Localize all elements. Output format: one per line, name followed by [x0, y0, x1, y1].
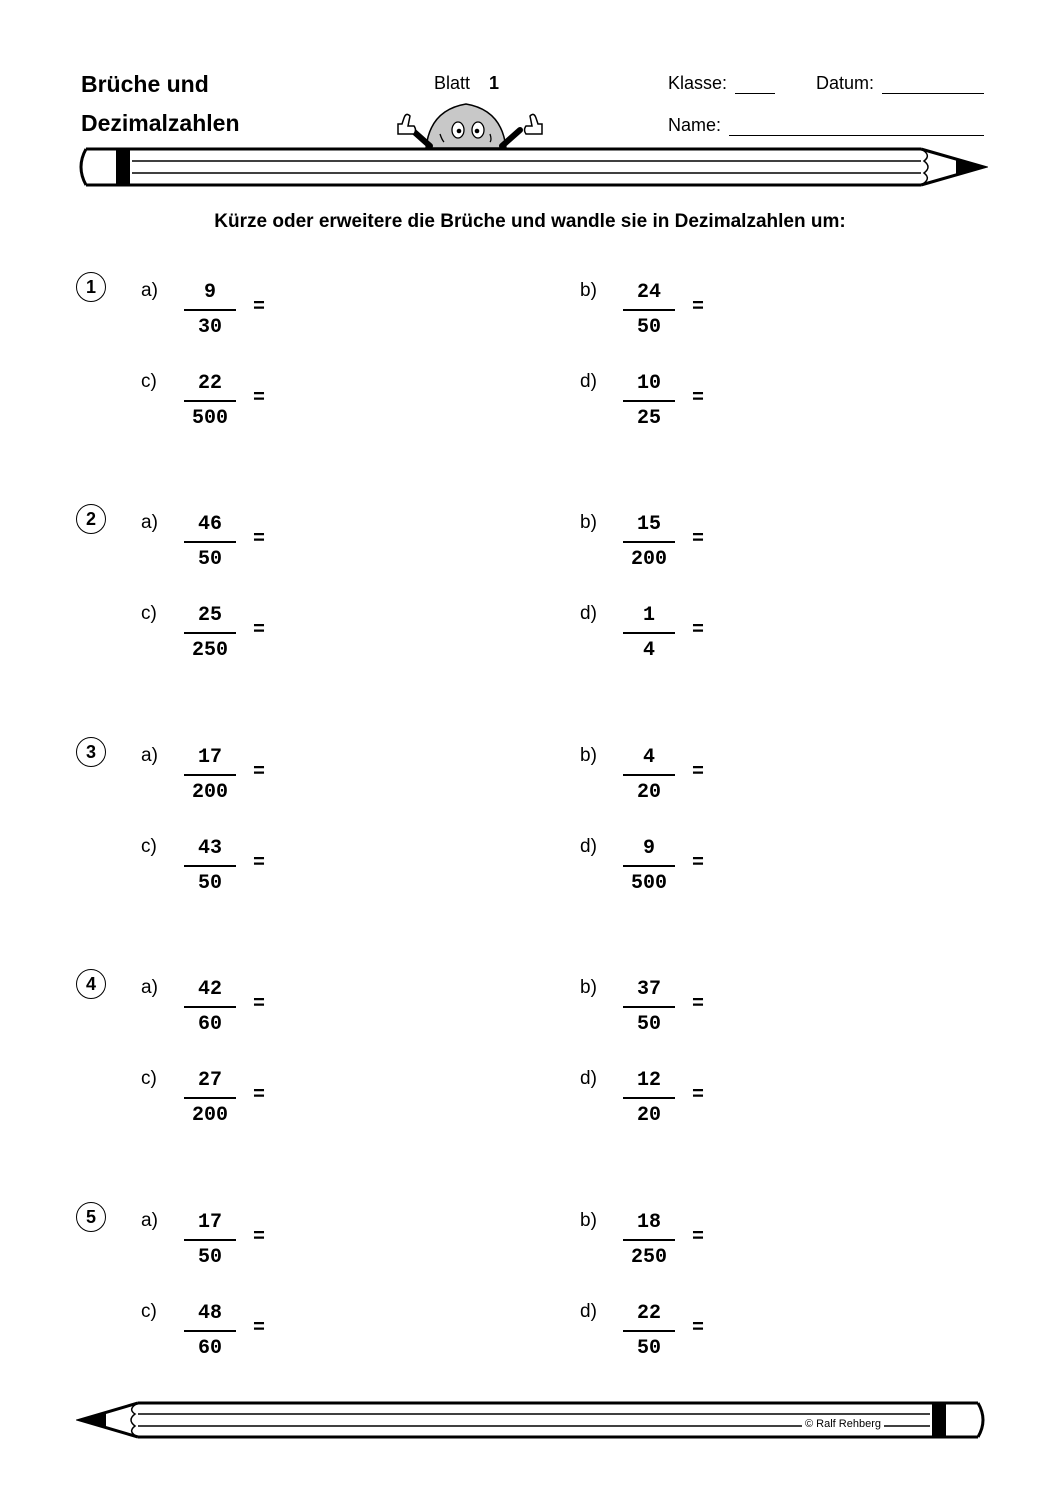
fraction-bar — [623, 1006, 675, 1008]
fraction-bar — [623, 632, 675, 634]
fraction-numerator: 4 — [642, 745, 655, 769]
fraction-bar — [184, 1239, 236, 1241]
equals-sign: = — [253, 296, 266, 319]
class-label: Klasse: — [668, 73, 728, 93]
exercise-item-label: a) — [141, 1209, 158, 1231]
equals-sign: = — [692, 1316, 705, 1340]
equals-sign: = — [692, 296, 705, 319]
fraction-denominator: 50 — [636, 316, 661, 339]
exercise-number-badge: 5 — [76, 1202, 106, 1232]
fraction-denominator: 250 — [630, 1245, 667, 1269]
fraction — [184, 1301, 236, 1361]
fraction-bar — [184, 1097, 236, 1099]
exercise-item-label: d) — [580, 603, 597, 625]
fraction-denominator: 60 — [197, 1013, 222, 1037]
worksheet-title-line2: Dezimalzahlen — [81, 110, 240, 136]
equals-sign: = — [692, 387, 705, 410]
exercise-item-label: c) — [141, 1300, 157, 1322]
fraction-bar — [184, 309, 236, 311]
equals-sign: = — [692, 619, 705, 643]
name-field-line[interactable] — [729, 135, 984, 136]
fraction-denominator: 20 — [636, 780, 661, 804]
name-label: Name: — [668, 115, 722, 135]
fraction-denominator: 4 — [642, 639, 655, 663]
fraction-bar — [184, 1006, 236, 1008]
fraction-denominator: 50 — [636, 1013, 661, 1037]
fraction — [623, 745, 675, 805]
fraction-bar — [184, 1330, 236, 1332]
fraction — [184, 371, 236, 431]
fraction-bar — [184, 774, 236, 776]
exercise-item-label: b) — [580, 977, 597, 999]
fraction-denominator: 50 — [636, 1336, 661, 1360]
fraction-numerator: 1 — [642, 604, 655, 628]
exercise-item-label: d) — [580, 1068, 597, 1090]
fraction-numerator: 10 — [636, 372, 661, 395]
fraction — [184, 603, 236, 663]
exercise-item-label: d) — [580, 1300, 597, 1322]
equals-sign: = — [253, 851, 266, 875]
fraction — [623, 371, 675, 431]
fraction-bar — [623, 865, 675, 867]
fraction-numerator: 17 — [197, 1210, 222, 1234]
exercise-item-label: b) — [580, 1209, 597, 1231]
fraction-bar — [623, 1097, 675, 1099]
equals-sign: = — [253, 1084, 266, 1108]
fraction-numerator: 37 — [636, 978, 661, 1002]
exercise-item-label: c) — [141, 835, 157, 857]
fraction-bar — [623, 541, 675, 543]
exercise-item-label: c) — [141, 603, 157, 625]
fraction-denominator: 50 — [197, 548, 222, 572]
fraction-denominator: 50 — [197, 1245, 222, 1269]
exercise-item-label: a) — [141, 977, 158, 999]
sheet-label: Blatt — [434, 73, 471, 93]
equals-sign: = — [692, 528, 705, 552]
exercise-item-label: d) — [580, 371, 597, 392]
fraction-bar — [184, 400, 236, 402]
fraction-bar — [623, 1330, 675, 1332]
worksheet-title-line1: Brüche und — [81, 71, 209, 97]
fraction-denominator: 200 — [630, 548, 667, 572]
fraction-numerator: 24 — [636, 281, 661, 304]
mascot-thumbs-up-icon — [390, 100, 550, 150]
fraction — [623, 836, 675, 896]
equals-sign: = — [253, 528, 266, 552]
exercise-number-badge: 1 — [76, 272, 106, 302]
equals-sign: = — [253, 1225, 266, 1249]
fraction — [184, 745, 236, 805]
fraction-bar — [184, 541, 236, 543]
fraction — [623, 1210, 675, 1270]
fraction-bar — [623, 774, 675, 776]
fraction-numerator: 48 — [197, 1301, 222, 1325]
exercise-item-label: d) — [580, 835, 597, 857]
fraction-numerator: 22 — [636, 1301, 661, 1325]
fraction — [184, 512, 236, 572]
fraction — [623, 977, 675, 1037]
fraction — [184, 1068, 236, 1128]
fraction-denominator: 500 — [630, 871, 667, 895]
equals-sign: = — [253, 1316, 266, 1340]
fraction — [184, 977, 236, 1037]
fraction-denominator: 200 — [191, 780, 228, 804]
equals-sign: = — [253, 387, 266, 410]
fraction — [623, 1068, 675, 1128]
fraction-numerator: 27 — [197, 1069, 222, 1093]
fraction — [623, 1301, 675, 1361]
fraction — [184, 280, 236, 340]
copyright-text: © Ralf Rehberg — [802, 1418, 884, 1430]
fraction-denominator: 200 — [191, 1104, 228, 1128]
exercise-number-badge: 2 — [76, 504, 106, 534]
class-field-line[interactable] — [735, 93, 775, 94]
fraction-bar — [623, 400, 675, 402]
fraction-denominator: 20 — [636, 1104, 661, 1128]
fraction-numerator: 22 — [197, 372, 222, 395]
top-pencil-icon — [76, 145, 988, 189]
fraction — [184, 1210, 236, 1270]
sheet-number: 1 — [489, 73, 500, 93]
fraction-denominator: 500 — [191, 407, 228, 430]
equals-sign: = — [692, 851, 705, 875]
fraction-numerator: 43 — [197, 836, 222, 860]
fraction-bar — [184, 632, 236, 634]
exercise-item-label: a) — [141, 280, 158, 301]
fraction-bar — [184, 865, 236, 867]
fraction — [623, 512, 675, 572]
fraction-denominator: 250 — [191, 639, 228, 663]
instruction-text: Kürze oder erweitere die Brüche und wandle sie in Dezimalzahlen um: — [214, 211, 846, 232]
fraction-numerator: 18 — [636, 1210, 661, 1234]
exercise-number-badge: 3 — [76, 737, 106, 767]
fraction-numerator: 17 — [197, 745, 222, 769]
fraction-numerator: 46 — [197, 513, 222, 537]
date-field-line[interactable] — [882, 93, 984, 94]
fraction-numerator: 25 — [197, 604, 222, 628]
exercise-item-label: c) — [141, 371, 157, 392]
equals-sign: = — [253, 760, 266, 784]
fraction-bar — [623, 309, 675, 311]
equals-sign: = — [692, 1084, 705, 1108]
fraction — [623, 280, 675, 340]
fraction — [184, 836, 236, 896]
fraction-denominator: 60 — [197, 1336, 222, 1360]
equals-sign: = — [692, 993, 705, 1017]
fraction-denominator: 50 — [197, 871, 222, 895]
fraction-numerator: 15 — [636, 513, 661, 537]
equals-sign: = — [253, 619, 266, 643]
fraction — [623, 603, 675, 663]
fraction-numerator: 12 — [636, 1069, 661, 1093]
equals-sign: = — [253, 993, 266, 1017]
exercise-item-label: a) — [141, 744, 158, 766]
date-label: Datum: — [816, 73, 875, 93]
exercise-item-label: b) — [580, 512, 597, 534]
exercise-number-badge: 4 — [76, 969, 106, 999]
fraction-numerator: 9 — [203, 281, 216, 304]
exercise-item-label: a) — [141, 512, 158, 534]
exercise-item-label: c) — [141, 1068, 157, 1090]
fraction-denominator: 25 — [636, 407, 661, 430]
exercise-item-label: b) — [580, 744, 597, 766]
exercise-item-label: b) — [580, 280, 597, 301]
equals-sign: = — [692, 1225, 705, 1249]
fraction-numerator: 42 — [197, 978, 222, 1002]
fraction-numerator: 9 — [642, 836, 655, 860]
fraction-denominator: 30 — [197, 316, 222, 339]
equals-sign: = — [692, 760, 705, 784]
fraction-bar — [623, 1239, 675, 1241]
